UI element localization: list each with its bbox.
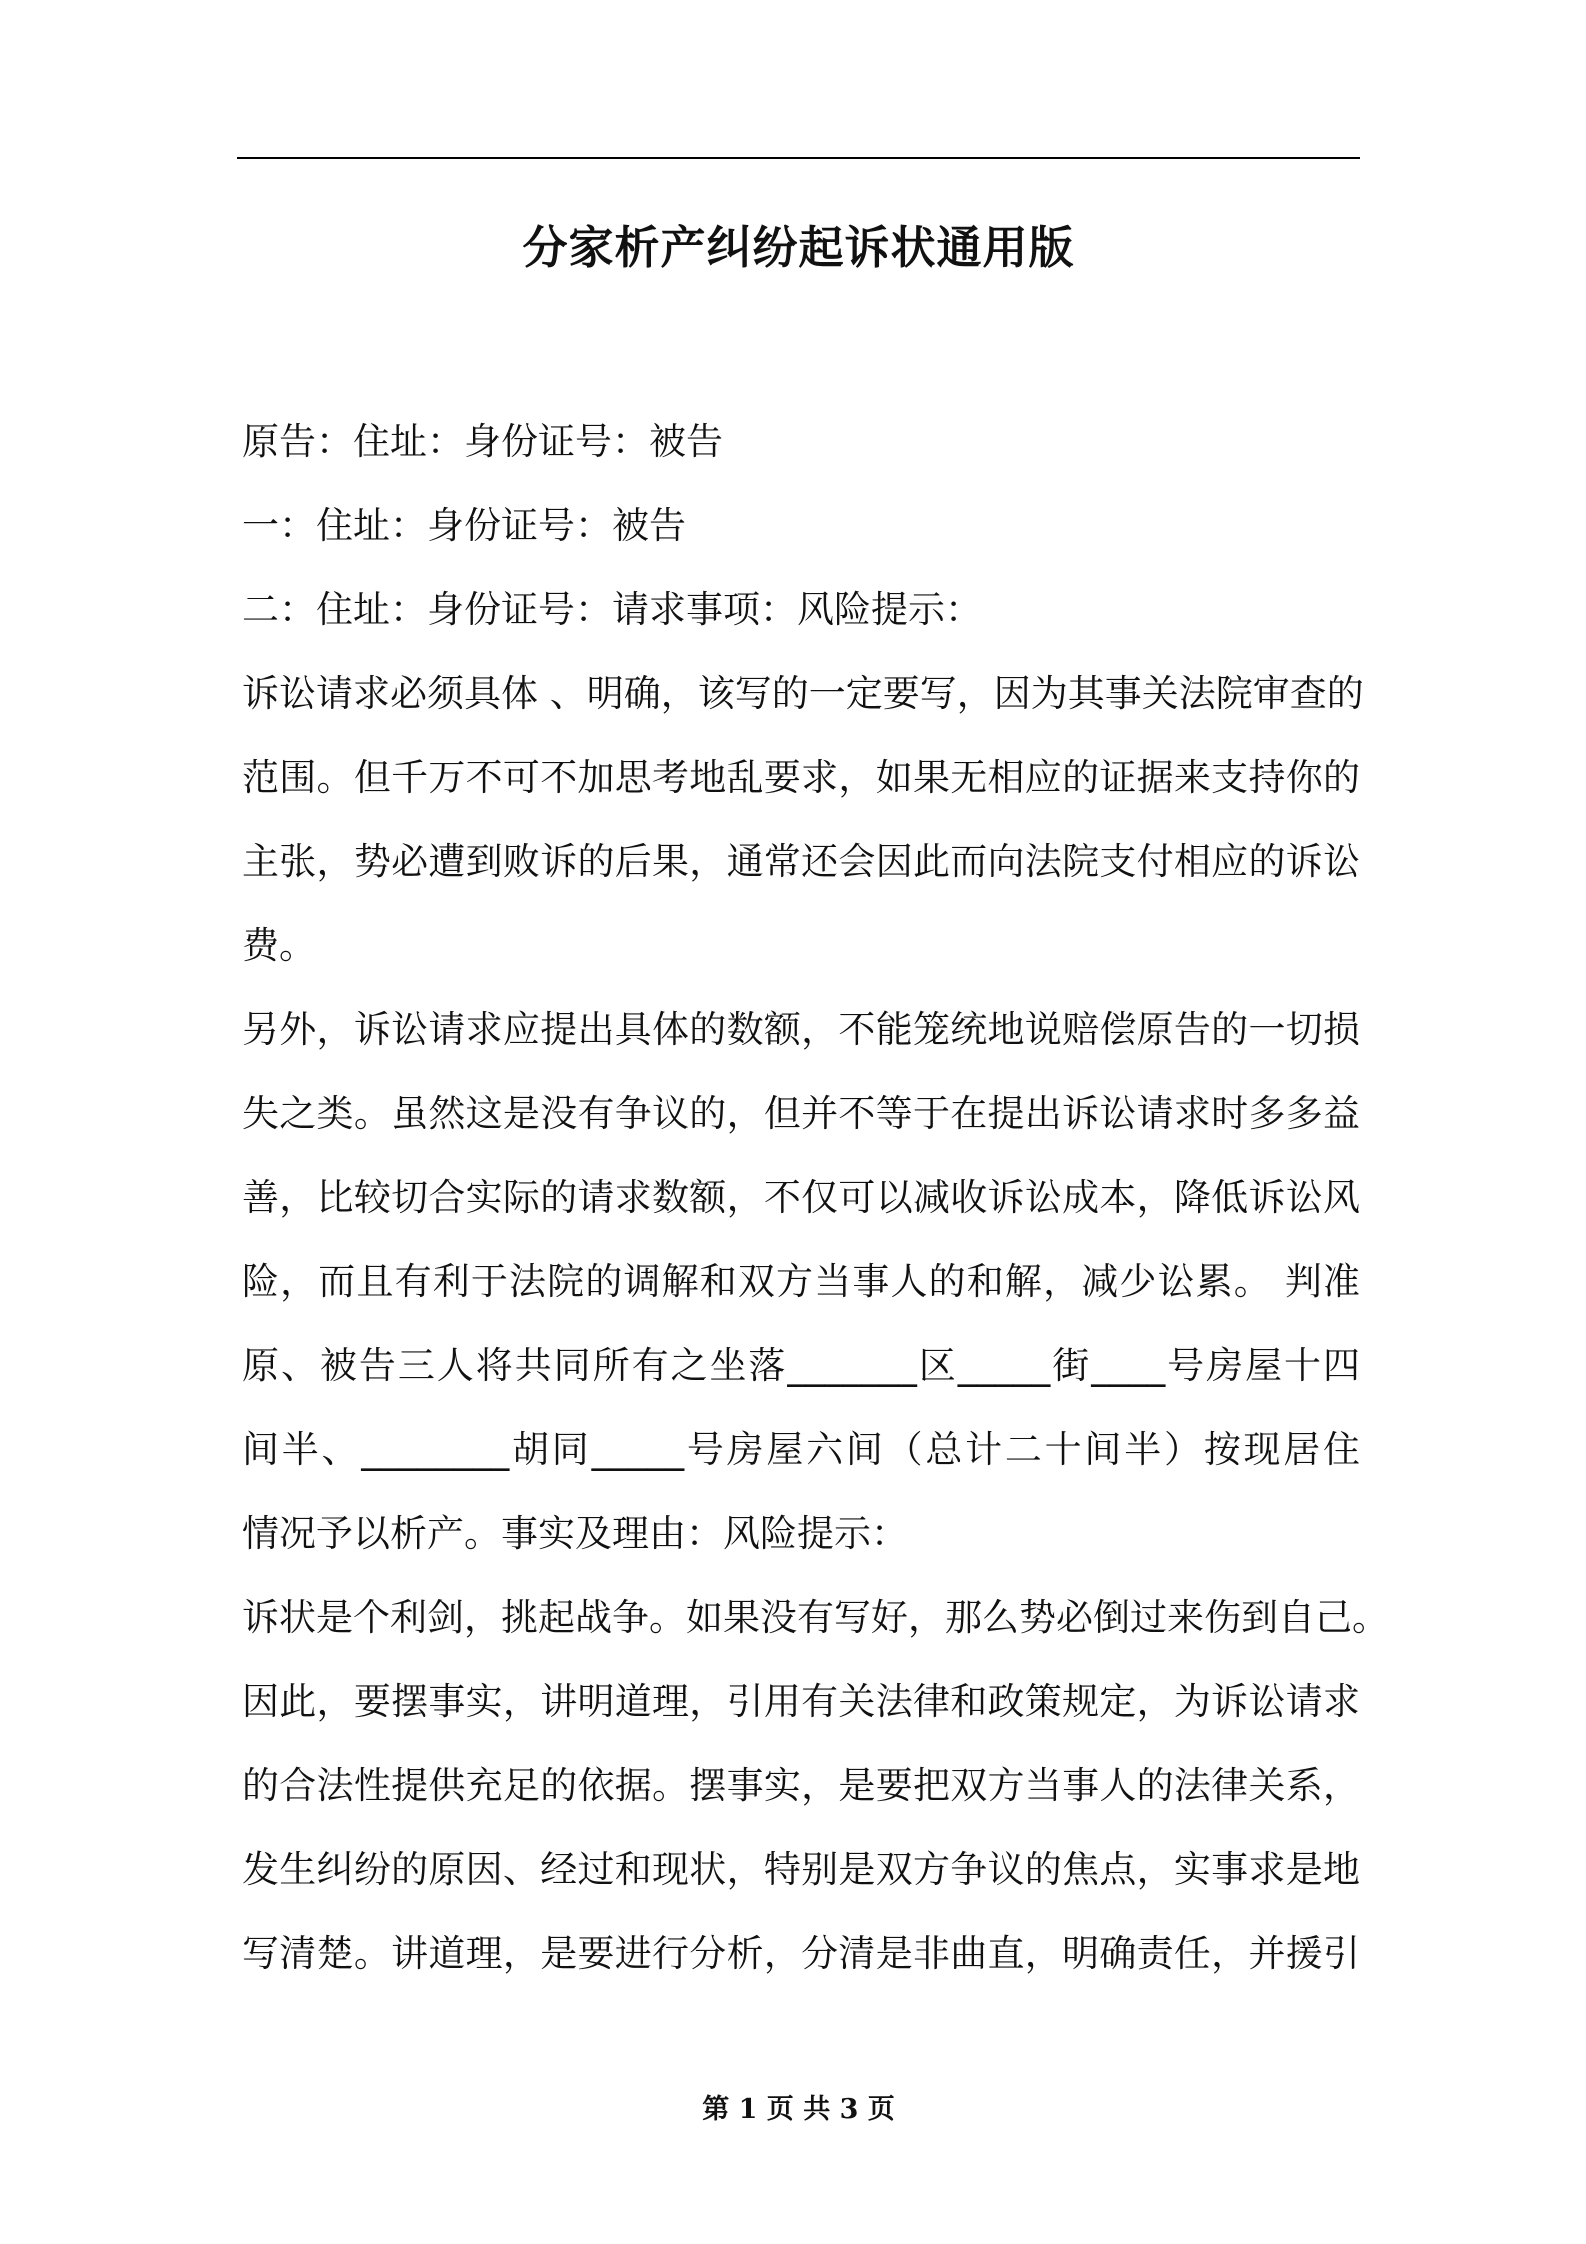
body-line: 诉讼请求必须具体 、明确，该写的一定要写，因为其事关法院审查的 xyxy=(242,672,1364,715)
body-line-defendant-1: 一：住址：身份证号：被告 xyxy=(242,504,686,547)
page-number-footer: 第 1 页 共 3 页 xyxy=(702,2094,895,2125)
body-line: 失之类。虽然这是没有争议的，但并不等于在提出诉讼请求时多多益 xyxy=(242,1092,1360,1135)
body-line: 费。 xyxy=(242,924,316,967)
document-body xyxy=(242,400,1389,1996)
body-line: 间半、________胡同_____号房屋六间（总计二十间半）按现居住 xyxy=(242,1428,1360,1471)
body-line: 因此，要摆事实，讲明道理，引用有关法律和政策规定，为诉讼请求 xyxy=(242,1680,1360,1723)
body-line: 另外，诉讼请求应提出具体的数额，不能笼统地说赔偿原告的一切损 xyxy=(242,1008,1360,1051)
body-line: 诉状是个利剑，挑起战争。如果没有写好，那么势必倒过来伤到自己。 xyxy=(242,1596,1389,1639)
body-line: 险，而且有利于法院的调解和双方当事人的和解，减少讼累。 判准 xyxy=(242,1260,1360,1303)
body-line: 的合法性提供充足的依据。摆事实，是要把双方当事人的法律关系， xyxy=(242,1764,1360,1807)
body-line: 善，比较切合实际的请求数额，不仅可以减收诉讼成本，降低诉讼风 xyxy=(242,1176,1360,1219)
body-line: 写清楚。讲道理，是要进行分析，分清是非曲直，明确责任，并援引 xyxy=(242,1932,1360,1975)
document-title: 分家析产纠纷起诉状通用版 xyxy=(522,221,1075,274)
body-line: 发生纠纷的原因、经过和现状，特别是双方争议的焦点，实事求是地 xyxy=(242,1848,1360,1891)
body-line: 主张，势必遭到败诉的后果，通常还会因此而向法院支付相应的诉讼 xyxy=(242,840,1360,883)
body-line: 范围。但千万不可不加思考地乱要求，如果无相应的证据来支持你的 xyxy=(242,756,1360,799)
body-line-plaintiff: 原告：住址：身份证号：被告 xyxy=(242,420,723,463)
body-line: 情况予以析产。事实及理由：风险提示： xyxy=(242,1512,908,1555)
body-line-defendant-2: 二：住址：身份证号：请求事项：风险提示： xyxy=(242,588,982,631)
body-line: 原、被告三人将共同所有之坐落_______区_____街____号房屋十四 xyxy=(242,1344,1360,1387)
header-rule xyxy=(237,157,1360,159)
